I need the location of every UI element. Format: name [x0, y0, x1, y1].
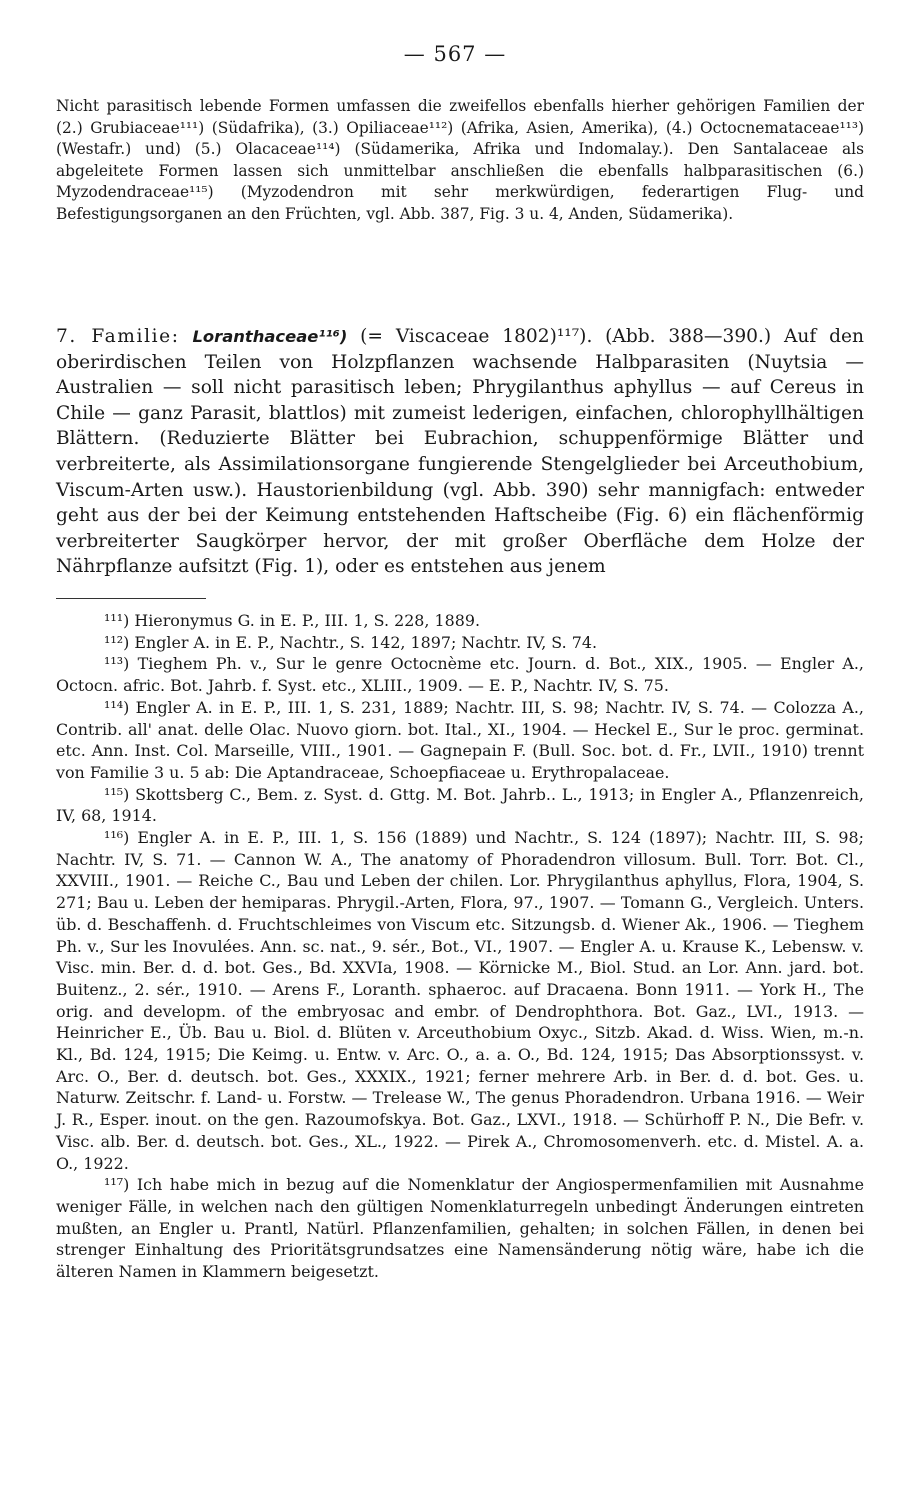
footnote-114: ¹¹⁴) Engler A. in E. P., III. 1, S. 231, 1889; Nachtr. III, S. 98; Nachtr. IV, S. 74. — Colozza A., Contrib. all' anat. delle Olac. Nuovo giorn. bot. Ital., XI., 1904. — Heckel E., Sur le proc. germinat. etc. Ann. Inst. Col. Marseille, VIII., 1901. — Gagnepain F. (Bull. Soc. bot. d. Fr., LVII., 1910) trennt von Familie 3 u. 5 ab: Die Aptandraceae, Schoepfiaceae u. Erythropalaceae.: [56, 697, 864, 782]
page-number: — 567 —: [403, 42, 507, 66]
intro-paragraph: Nicht parasitisch lebende Formen umfassen die zweifellos ebenfalls hierher gehörigen Familien der (2.) Grubiaceae¹¹¹) (Südafrika), (3.) Opiliaceae¹¹²) (Afrika, Asien, Amerika), (4.) Octocnemataceae¹¹³) (Westafr.) und) (5.) Olacaceae¹¹⁴) (Südamerika, Afrika und Indomalay.). Den Santalaceae als abgeleitete Formen lassen sich unmittelbar anschließen die ebenfalls halbparasitischen (6.) Myzodendraceae¹¹⁵) (Myzodendron mit sehr merkwürdigen, federartigen Flug- und Befestigungsorganen an den Früchten, vgl. Abb. 387, Fig. 3 u. 4, Anden, Südamerika).: [56, 97, 864, 223]
family-paragraph: [56, 324, 864, 580]
footnotes: [56, 610, 864, 1283]
footnote-112: ¹¹²) Engler A. in E. P., Nachtr., S. 142, 1897; Nachtr. IV, S. 74.: [104, 632, 597, 652]
footnote-115: ¹¹⁵) Skottsberg C., Bem. z. Syst. d. Gttg. M. Bot. Jahrb.. L., 1913; in Engler A., Pflanzenreich, IV, 68, 1914.: [56, 784, 864, 826]
footnote-113: ¹¹³) Tieghem Ph. v., Sur le genre Octocnème etc. Journ. d. Bot., XIX., 1905. — Engler A., Octocn. afric. Bot. Jahrb. f. Syst. etc., XLIII., 1909. — E. P., Nachtr. IV, S. 75.: [56, 654, 864, 696]
family-synonym: (= Viscaceae 1802)¹¹⁷). (Abb. 388—390.): [360, 326, 772, 347]
family-name: Loranthaceae¹¹⁶): [192, 327, 348, 346]
family-label: 7. Familie:: [56, 326, 180, 347]
family-description: Auf den oberirdischen Teilen von Holzpflanzen wachsende Halbparasiten (Nuytsia — Australien — soll nicht parasitisch leben; Phrygilanthus aphyllus — auf Cereus in Chile — ganz Parasit, blattlos) mit zumeist lederigen, einfachen, chlorophyllhältigen Blättern. (Reduzierte Blätter bei Eubrachion, schuppenförmige Blätter und verbreiterte, als Assimilationsorgane fungierende Stengelglieder bei Arceuthobium, Viscum-Arten usw.). Haustorienbildung (vgl. Abb. 390) sehr mannigfach: entweder geht aus der bei der Keimung entstehenden Haftscheibe (Fig. 6) ein flächenförmig verbreiterter Saugkörper hervor, der mit großer Oberfläche dem Holze der Nährpflanze aufsitzt (Fig. 1), oder es entstehen aus jenem: [56, 326, 864, 578]
footnote-separator: [56, 598, 206, 599]
footnote-116: ¹¹⁶) Engler A. in E. P., III. 1, S. 156 (1889) und Nachtr., S. 124 (1897); Nachtr. III, S. 98; Nachtr. IV, S. 71. — Cannon W. A., The anatomy of Phoradendron villosum. Bull. Torr. Bot. Cl., XXVIII., 1901. — Reiche C., Bau und Leben der chilen. Lor. Phrygilanthus aphyllus, Flora, 1904, S. 271; Bau u. Leben der hemiparas. Phrygil.-Arten, Flora, 97., 1907. — Tomann G., Vergleich. Unters. üb. d. Beschaffenh. d. Fruchtschleimes von Viscum etc. Sitzungsb. d. Wiener Ak., 1906. — Tieghem Ph. v., Sur les Inovulées. Ann. sc. nat., 9. sér., Bot., VI., 1907. — Engler A. u. Krause K., Lebensw. v. Visc. min. Ber. d. d. bot. Ges., Bd. XXVIa, 1908. — Körnicke M., Biol. Stud. an Lor. Ann. jard. bot. Buitenz., 2. sér., 1910. — Arens F., Loranth. sphaeroc. auf Dracaena. Bonn 1911. — York H., The orig. and developm. of the embryosac and embr. of Dendrophthora. Bot. Gaz., LVI., 1913. — Heinricher E., Üb. Bau u. Biol. d. Blüten v. Arceuthobium Oxyc., Sitzb. Akad. d. Wiss. Wien, m.-n. Kl., Bd. 124, 1915; Die Keimg. u. Entw. v. Arc. O., a. a. O., Bd. 124, 1915; Das Absorptionssyst. v. Arc. O., Ber. d. deutsch. bot. Ges., XXXIX., 1921; ferner mehrere Arb. in Ber. d. d. bot. Ges. u. Naturw. Zeitschr. f. Land- u. Forstw. — Trelease W., The genus Phoradendron. Urbana 1916. — Weir J. R., Esper. inout. on the gen. Razoumofskya. Bot. Gaz., LXVI., 1918. — Schürhoff P. N., Die Befr. v. Visc. alb. Ber. d. deutsch. bot. Ges., XL., 1922. — Pirek A., Chromosomenverh. etc. d. Mistel. A. a. O., 1922.: [56, 828, 864, 1173]
footnote-111: ¹¹¹) Hieronymus G. in E. P., III. 1, S. 228, 1889.: [104, 611, 481, 630]
footnote-117: ¹¹⁷) Ich habe mich in bezug auf die Nomenklatur der Angiospermenfamilien mit Ausnahme weniger Fälle, in welchen nach den gültigen Nomenklaturregeln unbedingt Änderungen eintreten mußten, an Engler u. Prantl, Natürl. Pflanzenfamilien, gehalten; in solchen Fällen, in denen bei strenger Einhaltung des Prioritätsgrundsatzes eine Namensänderung nötig wäre, habe ich die älteren Namen in Klammern beigesetzt.: [56, 1175, 864, 1282]
